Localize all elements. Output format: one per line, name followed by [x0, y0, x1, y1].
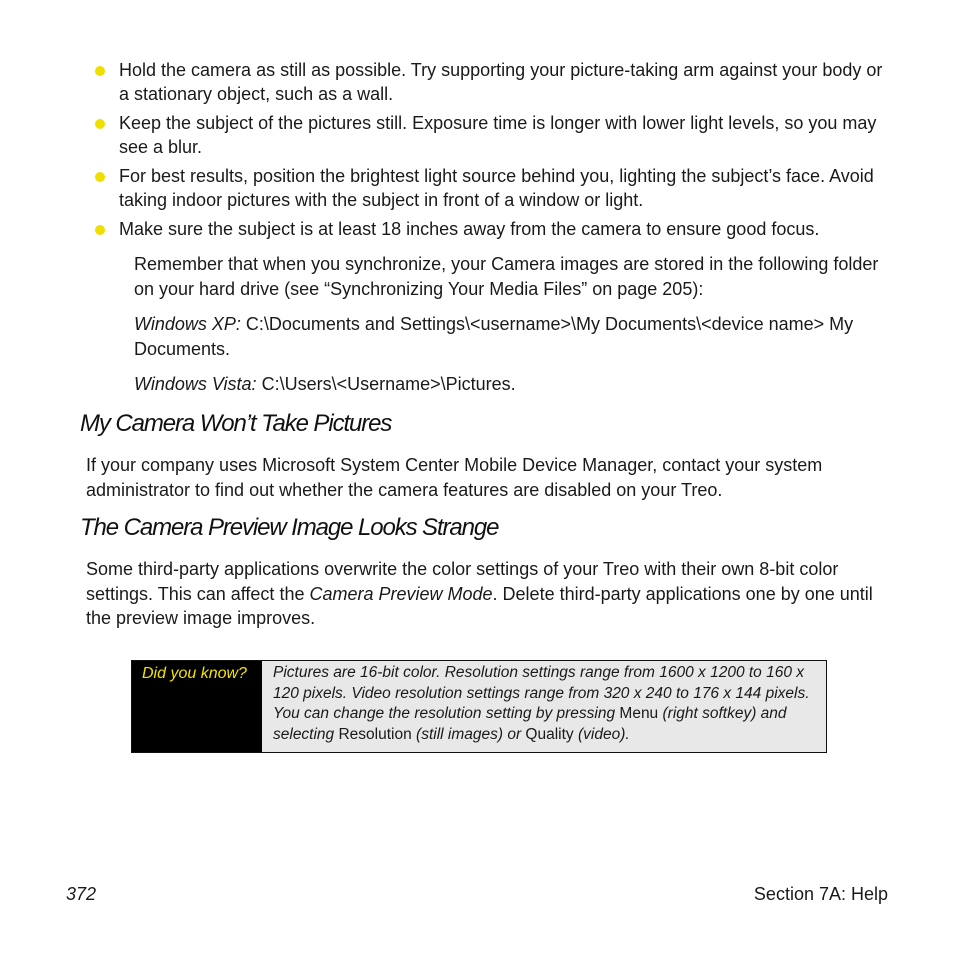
windows-xp-path — [134, 312, 864, 361]
camera-preview-mode-term: Camera Preview Mode — [309, 583, 493, 604]
bullet-icon — [95, 172, 105, 182]
list-item-text: For best results, position the brightest light source behind you, lighting the subject’s face. Avoid taking indoor pictures with the subject in front of a window or light. — [119, 166, 874, 210]
section-heading: My Camera Won’t Take Pictures — [80, 410, 392, 437]
page-number: 372 — [66, 884, 97, 904]
did-you-know-callout — [131, 660, 827, 753]
callout-text-part: (still images) or — [411, 725, 526, 743]
bullet-icon — [95, 225, 105, 235]
windows-vista-label: Windows Vista: — [134, 374, 257, 394]
section-body: If your company uses Microsoft System Center Mobile Device Manager, contact your system administrator to find out whether the camera features are disabled on your Treo. — [86, 455, 823, 500]
menu-keyword: Menu — [619, 705, 659, 722]
callout-label: Did you know? — [142, 665, 247, 682]
windows-vista-path-text: C:\Users\<Username>\Pictures. — [256, 374, 516, 394]
section-body-text: . Delete third-party applications one by one until the preview image improves. — [86, 583, 873, 628]
list-item-text: Keep the subject of the pictures still. Exposure time is longer with lower light levels, so you may see a blur. — [119, 113, 877, 157]
windows-vista-path — [134, 372, 864, 397]
quality-keyword: Quality — [525, 725, 574, 743]
callout-text — [273, 663, 818, 745]
section-body — [86, 557, 886, 631]
footer-section-title: Section 7A: Help — [753, 884, 888, 904]
bullet-icon — [95, 119, 105, 129]
callout-text-part: (right softkey) and selecting — [273, 705, 787, 743]
bullet-icon — [95, 66, 105, 76]
list-item-text: Hold the camera as still as possible. Try supporting your picture-taking arm against your body or a stationary object, such as a wall. — [119, 60, 883, 104]
resolution-keyword: Resolution — [338, 725, 412, 743]
section-body-text: Some third-party applications overwrite the color settings of your Treo with their own 8-bit color settings. This can affect the — [86, 559, 839, 604]
remember-paragraph: Remember that when you synchronize, your Camera images are stored in the following folder on your hard drive (see “Synchronizing Your Media Files” on page 205): — [134, 254, 879, 299]
callout-text-part: Pictures are 16-bit color. Resolution settings range from 1600 x 1200 to 160 x 120 pixels. Video resolution settings range from 320 x 240 to 176 x 144 pixels. You can change the resolution setting by pressing — [273, 664, 810, 722]
callout-label-cell — [132, 661, 262, 752]
windows-xp-path-text: C:\Documents and Settings\<username>\My Documents\<device name> My Documents. — [134, 314, 854, 359]
callout-text-part: (video). — [573, 725, 630, 743]
windows-xp-label: Windows XP: — [134, 314, 241, 334]
list-item-text: Make sure the subject is at least 18 inches away from the camera to ensure good focus. — [119, 219, 820, 239]
section-heading: The Camera Preview Image Looks Strange — [80, 514, 499, 541]
